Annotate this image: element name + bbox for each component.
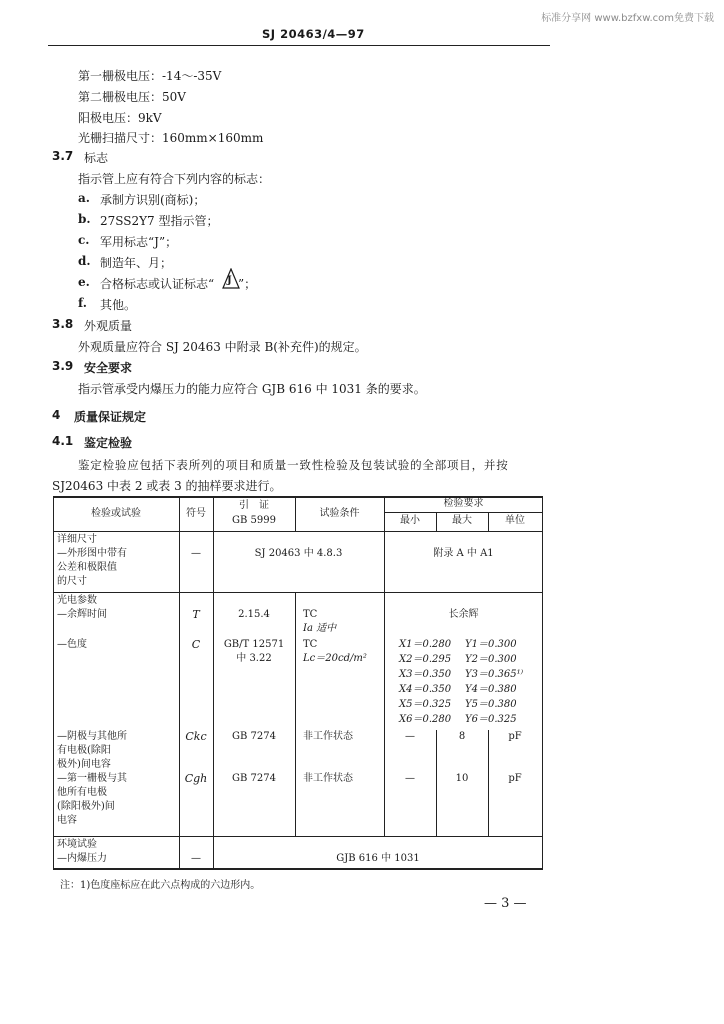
- row-cathode-capacitance-line: 极外)间电容: [57, 759, 111, 770]
- mark-item-letter: d.: [78, 254, 91, 268]
- header-rule: [48, 45, 550, 46]
- row-grid-capacitance-condition: 非工作状态: [303, 773, 353, 784]
- section-4-title: 质量保证规定: [74, 410, 147, 424]
- row-dimensions-line: 详细尺寸: [57, 534, 97, 545]
- row-grid-capacitance-line: 电容: [57, 815, 77, 826]
- row-persistence-condition-2: Ia 适中: [303, 623, 337, 634]
- mark-item-close: ”；: [238, 277, 257, 291]
- mark-item-text: 军用标志“J”；: [100, 235, 178, 249]
- section-3-9-title: 安全要求: [84, 361, 133, 375]
- row-cathode-capacitance-line: 有电极(除阳: [57, 745, 111, 756]
- row-grid-capacitance-max: 10: [455, 773, 469, 784]
- voltage-line-1: 第一栅极电压：-14～-35V: [78, 69, 222, 83]
- table-rule: [53, 531, 543, 532]
- chromaticity-x: X5＝0.325: [399, 699, 452, 710]
- row-implosion-reference: GJB 616 中 1031: [336, 853, 420, 864]
- section-4-1-number: 4.1: [52, 434, 74, 448]
- section-3-7-title: 标志: [84, 151, 109, 165]
- row-dimensions-line: 的尺寸: [57, 576, 87, 587]
- row-chromaticity-reference: GB/T 12571: [223, 639, 285, 650]
- section-3-8-number: 3.8: [52, 317, 74, 331]
- header-max: 最大: [452, 515, 472, 526]
- header-requirement: 检验要求: [443, 498, 484, 509]
- row-cathode-capacitance-line: —阴极与其他所: [57, 731, 127, 742]
- chromaticity-y: Y3＝0.365¹⁾: [465, 669, 524, 680]
- section-3-7-intro: 指示管上应有符合下列内容的标志：: [78, 172, 271, 186]
- table-rule: [53, 496, 54, 870]
- header-item: 检验或试验: [91, 508, 141, 519]
- row-chromaticity-reference-2: 中 3.22: [236, 653, 272, 664]
- row-chromaticity-condition-2: Lc＝20cd/m²: [303, 653, 367, 664]
- header-test-condition: 试验条件: [319, 508, 360, 519]
- table-rule: [384, 512, 543, 513]
- row-grid-capacitance-reference: GB 7274: [232, 773, 276, 784]
- mark-item-letter: a.: [78, 191, 90, 205]
- mark-item-text: 其他。: [100, 298, 137, 312]
- row-persistence-symbol: T: [192, 608, 200, 621]
- chromaticity-y: Y1＝0.300: [465, 639, 517, 650]
- row-cathode-capacitance-max: 8: [458, 731, 466, 742]
- row-dimensions-line: —外形图中带有: [57, 548, 127, 559]
- header-symbol: 符号: [186, 508, 206, 519]
- row-grid-capacitance-line: (除阳极外)间: [57, 801, 115, 812]
- voltage-line-4: 光栅扫描尺寸：160mm×160mm: [78, 131, 264, 145]
- page-number: — 3 —: [484, 896, 527, 911]
- row-grid-capacitance-unit: pF: [508, 773, 522, 784]
- row-chromaticity-symbol: C: [191, 638, 201, 651]
- chromaticity-x: X6＝0.280: [399, 714, 452, 725]
- chromaticity-y: Y5＝0.380: [465, 699, 517, 710]
- table-rule: [295, 592, 296, 836]
- row-cathode-capacitance-reference: GB 7274: [232, 731, 276, 742]
- chromaticity-y: Y2＝0.300: [465, 654, 517, 665]
- certification-mark-letter: J: [227, 275, 232, 286]
- row-cathode-capacitance-symbol: Ckc: [185, 730, 207, 743]
- row-cathode-capacitance-condition: 非工作状态: [303, 731, 353, 742]
- section-4-1-title: 鉴定检验: [84, 436, 133, 450]
- header-min: 最小: [400, 515, 420, 526]
- row-dimensions-reference: SJ 20463 中 4.8.3: [254, 548, 343, 559]
- header-reference-standard: GB 5999: [232, 515, 276, 526]
- chromaticity-y: Y4＝0.380: [465, 684, 517, 695]
- mark-item-letter: f.: [78, 296, 87, 310]
- header-reference: 引 证: [239, 500, 269, 511]
- section-3-8-body: 外观质量应符合 SJ 20463 中附录 B(补充件)的规定。: [78, 340, 367, 354]
- mark-item-text: 承制方识别(商标)；: [100, 193, 206, 207]
- document-id: SJ 20463/4—97: [262, 27, 365, 41]
- table-rule: [53, 592, 543, 593]
- row-implosion-name: —内爆压力: [57, 853, 107, 864]
- row-cathode-capacitance-min: —: [405, 731, 415, 742]
- mark-item-letter: c.: [78, 233, 90, 247]
- chromaticity-x: X1＝0.280: [399, 639, 452, 650]
- row-dimensions-symbol: —: [191, 548, 201, 559]
- section-4-1-body-line-1: 鉴定检验应包括下表所列的项目和质量一致性检验及包装试验的全部项目，并按: [78, 458, 509, 472]
- row-implosion-symbol: —: [191, 853, 201, 864]
- chromaticity-x: X3＝0.350: [399, 669, 452, 680]
- voltage-line-2: 第二栅极电压：50V: [78, 90, 186, 104]
- row-optical-group: 光电参数: [57, 595, 97, 606]
- mark-item-text: 27SS2Y7 型指示管；: [100, 214, 219, 228]
- row-persistence-condition: TC: [303, 609, 318, 620]
- chromaticity-y: Y6＝0.325: [465, 714, 517, 725]
- row-grid-capacitance-symbol: Cgh: [184, 772, 208, 785]
- row-grid-capacitance-min: —: [405, 773, 415, 784]
- header-unit: 单位: [505, 515, 525, 526]
- mark-item-letter: e.: [78, 275, 90, 289]
- row-grid-capacitance-line: 他所有电极: [57, 787, 107, 798]
- section-4-1-body-line-2: SJ20463 中表 2 或表 3 的抽样要求进行。: [52, 479, 282, 493]
- section-3-8-title: 外观质量: [84, 319, 133, 333]
- mark-item-letter: b.: [78, 212, 91, 226]
- section-3-9-body: 指示管承受内爆压力的能力应符合 GJB 616 中 1031 条的要求。: [78, 382, 426, 396]
- row-chromaticity-name: —色度: [57, 639, 87, 650]
- mark-item-text: 制造年、月；: [100, 256, 173, 270]
- section-4-number: 4: [52, 408, 61, 422]
- chromaticity-x: X2＝0.295: [399, 654, 452, 665]
- mark-item-text: 合格标志或认证标志“: [100, 277, 215, 291]
- section-3-7-number: 3.7: [52, 149, 74, 163]
- row-persistence-name: —余辉时间: [57, 609, 107, 620]
- table-rule: [53, 836, 543, 837]
- row-persistence-reference: 2.15.4: [238, 609, 270, 620]
- voltage-line-3: 阳极电压：9kV: [78, 111, 162, 125]
- row-cathode-capacitance-unit: pF: [508, 731, 522, 742]
- section-3-9-number: 3.9: [52, 359, 74, 373]
- qualification-table: [53, 496, 543, 870]
- row-dimensions-requirement: 附录 A 中 A1: [433, 548, 494, 559]
- watermark: 标准分享网 www.bzfxw.com免费下载: [541, 13, 714, 24]
- row-environment-group: 环境试验: [57, 839, 97, 850]
- row-persistence-requirement: 长余辉: [448, 609, 479, 620]
- table-footnote: 注：1)色度座标应在此六点构成的六边形内。: [60, 880, 261, 891]
- row-grid-capacitance-line: —第一栅极与其: [57, 773, 127, 784]
- chromaticity-x: X4＝0.350: [399, 684, 452, 695]
- row-dimensions-line: 公差和极限值: [57, 562, 117, 573]
- row-chromaticity-condition: TC: [303, 639, 318, 650]
- table-rule: [53, 868, 543, 870]
